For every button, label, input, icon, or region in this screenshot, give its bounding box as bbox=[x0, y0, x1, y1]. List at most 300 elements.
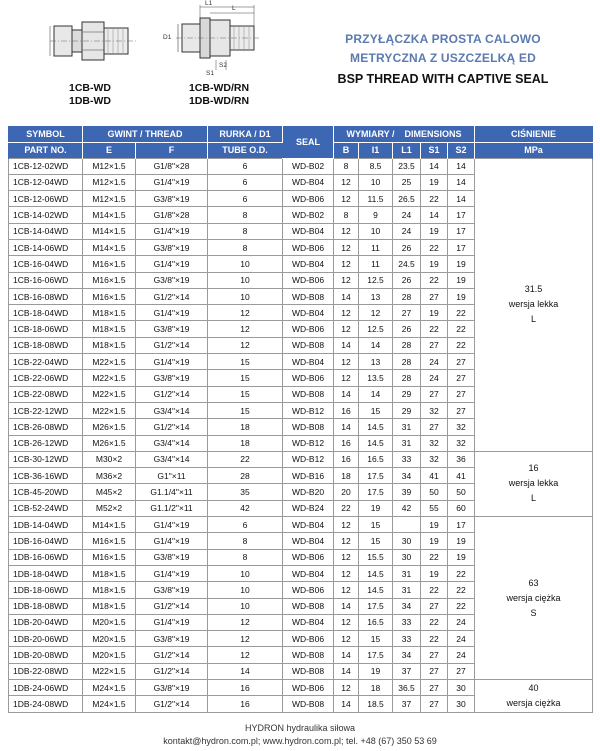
cell-thread-e: M12×1.5 bbox=[83, 158, 136, 174]
cell-dim-L1: 26 bbox=[393, 272, 421, 288]
cell-dim-L1: 23.5 bbox=[393, 158, 421, 174]
cell-thread-f: G1/4"×19 bbox=[136, 174, 208, 190]
cell-seal: WD-B04 bbox=[283, 533, 334, 549]
cell-seal: WD-B06 bbox=[283, 272, 334, 288]
cell-thread-e: M16×1.5 bbox=[83, 256, 136, 272]
cell-dim-l1: 13 bbox=[359, 354, 393, 370]
cell-dim-l1: 11 bbox=[359, 256, 393, 272]
cell-dim-s1: 19 bbox=[421, 223, 448, 239]
cell-dim-l1: 15.5 bbox=[359, 549, 393, 565]
cell-dim-s1: 27 bbox=[421, 680, 448, 696]
cell-seal: WD-B08 bbox=[283, 598, 334, 614]
cell-dim-s2: 22 bbox=[448, 321, 475, 337]
pressure-line: 31.5 bbox=[524, 284, 543, 295]
cell-dim-L1: 28 bbox=[393, 288, 421, 304]
cell-part-number: 1CB-12-02WD bbox=[9, 158, 83, 174]
cell-dim-l1: 10 bbox=[359, 174, 393, 190]
cell-tube-od: 6 bbox=[208, 191, 283, 207]
cell-dim-b: 8 bbox=[334, 158, 359, 174]
cell-part-number: 1CB-18-08WD bbox=[9, 337, 83, 353]
cell-part-number: 1DB-14-04WD bbox=[9, 517, 83, 533]
table-row bbox=[9, 680, 593, 696]
cell-thread-f: G1/4"×19 bbox=[136, 565, 208, 581]
cell-dim-L1: 30 bbox=[393, 533, 421, 549]
cell-seal: WD-B12 bbox=[283, 402, 334, 418]
footer-contact: kontakt@hydron.com.pl; www.hydron.com.pl; tel. +48 (67) 350 53 69 bbox=[163, 736, 437, 746]
cell-thread-e: M20×1.5 bbox=[83, 647, 136, 663]
cell-dim-s2: 22 bbox=[448, 565, 475, 581]
cell-dim-s2: 30 bbox=[448, 696, 475, 712]
cell-seal: WD-B06 bbox=[283, 321, 334, 337]
cell-dim-s2: 14 bbox=[448, 174, 475, 190]
cell-dim-s1: 27 bbox=[421, 288, 448, 304]
cell-dim-b: 12 bbox=[334, 565, 359, 581]
cell-part-number: 1DB-16-04WD bbox=[9, 533, 83, 549]
cell-dim-s2: 17 bbox=[448, 239, 475, 255]
header-thread: GWINT / THREAD bbox=[83, 126, 208, 142]
pressure-line: S bbox=[530, 607, 537, 618]
cell-part-number: 1CB-26-08WD bbox=[9, 419, 83, 435]
cell-tube-od: 8 bbox=[208, 549, 283, 565]
cell-seal: WD-B06 bbox=[283, 582, 334, 598]
cell-part-number: 1DB-16-06WD bbox=[9, 549, 83, 565]
dimension-l1: L1 bbox=[205, 0, 213, 7]
cell-thread-f: G1/2"×14 bbox=[136, 386, 208, 402]
cell-seal: WD-B08 bbox=[283, 647, 334, 663]
cell-dim-b: 20 bbox=[334, 484, 359, 500]
cell-dim-b: 14 bbox=[334, 337, 359, 353]
cell-dim-s2: 17 bbox=[448, 207, 475, 223]
cell-dim-l1: 9 bbox=[359, 207, 393, 223]
cell-dim-l1: 17.5 bbox=[359, 484, 393, 500]
cell-dim-s2: 24 bbox=[448, 614, 475, 630]
cell-tube-od: 18 bbox=[208, 419, 283, 435]
cell-part-number: 1DB-18-08WD bbox=[9, 598, 83, 614]
cell-dim-s1: 27 bbox=[421, 647, 448, 663]
cell-thread-f: G1/2"×14 bbox=[136, 337, 208, 353]
cell-dim-l1: 11.5 bbox=[359, 191, 393, 207]
cell-part-number: 1DB-20-04WD bbox=[9, 614, 83, 630]
cell-dim-L1: 29 bbox=[393, 386, 421, 402]
cell-dim-l1: 14.5 bbox=[359, 565, 393, 581]
cell-dim-s1: 19 bbox=[421, 533, 448, 549]
cell-dim-s1: 22 bbox=[421, 191, 448, 207]
cell-dim-l1: 14 bbox=[359, 337, 393, 353]
cell-dim-l1: 16.5 bbox=[359, 451, 393, 467]
cell-seal: WD-B04 bbox=[283, 223, 334, 239]
cell-thread-f: G3/8"×19 bbox=[136, 191, 208, 207]
cell-dim-l1: 12.5 bbox=[359, 321, 393, 337]
cell-dim-L1: 25 bbox=[393, 174, 421, 190]
cell-dim-s1: 22 bbox=[421, 549, 448, 565]
cell-thread-f: G1/4"×19 bbox=[136, 614, 208, 630]
header-mpa: MPa bbox=[475, 142, 593, 158]
cell-thread-f: G1/4"×19 bbox=[136, 517, 208, 533]
cell-part-number: 1DB-18-06WD bbox=[9, 582, 83, 598]
cell-tube-od: 12 bbox=[208, 631, 283, 647]
cell-dim-s1: 24 bbox=[421, 370, 448, 386]
cell-tube-od: 10 bbox=[208, 288, 283, 304]
cell-part-number: 1CB-30-12WD bbox=[9, 451, 83, 467]
cell-dim-b: 12 bbox=[334, 549, 359, 565]
pressure-line: wersja ciężka bbox=[506, 697, 561, 708]
cell-thread-f: G1/2"×14 bbox=[136, 598, 208, 614]
document-title bbox=[318, 30, 568, 88]
cell-dim-s2: 27 bbox=[448, 386, 475, 402]
cell-thread-f: G3/8"×19 bbox=[136, 239, 208, 255]
header-symbol: SYMBOL bbox=[9, 126, 83, 142]
cell-dim-b: 12 bbox=[334, 582, 359, 598]
pressure-line: wersja ciężka bbox=[506, 592, 561, 603]
cell-seal: WD-B06 bbox=[283, 191, 334, 207]
cell-dim-l1: 14 bbox=[359, 386, 393, 402]
cell-thread-e: M18×1.5 bbox=[83, 337, 136, 353]
cell-seal: WD-B06 bbox=[283, 631, 334, 647]
cell-dim-s2: 60 bbox=[448, 500, 475, 516]
cell-dim-b: 12 bbox=[334, 370, 359, 386]
cell-thread-e: M16×1.5 bbox=[83, 272, 136, 288]
cell-dim-s1: 14 bbox=[421, 207, 448, 223]
cell-dim-b: 12 bbox=[334, 256, 359, 272]
cell-thread-e: M12×1.5 bbox=[83, 174, 136, 190]
header-seal-label: SEAL bbox=[295, 136, 320, 147]
header-f: F bbox=[136, 142, 208, 158]
cell-seal: WD-B08 bbox=[283, 337, 334, 353]
cell-thread-e: M24×1.5 bbox=[83, 680, 136, 696]
cell-dim-s2: 22 bbox=[448, 582, 475, 598]
cell-dim-l1: 17.5 bbox=[359, 468, 393, 484]
cell-dim-L1: 34 bbox=[393, 647, 421, 663]
dimension-s2: S2 bbox=[219, 62, 227, 69]
cell-dim-b: 18 bbox=[334, 468, 359, 484]
cell-part-number: 1CB-14-04WD bbox=[9, 223, 83, 239]
cell-dim-b: 14 bbox=[334, 647, 359, 663]
header-dimensions-en: DIMENSIONS bbox=[404, 128, 462, 139]
cell-part-number: 1CB-12-04WD bbox=[9, 174, 83, 190]
cell-dim-s1: 41 bbox=[421, 468, 448, 484]
title-english: BSP THREAD WITH CAPTIVE SEAL bbox=[337, 72, 549, 86]
cell-dim-l1: 12.5 bbox=[359, 272, 393, 288]
cell-dim-L1: 31 bbox=[393, 419, 421, 435]
cell-dim-l1: 13.5 bbox=[359, 370, 393, 386]
cell-tube-od: 10 bbox=[208, 272, 283, 288]
cell-dim-L1: 30 bbox=[393, 549, 421, 565]
cell-dim-b: 12 bbox=[334, 239, 359, 255]
cell-thread-e: M16×1.5 bbox=[83, 288, 136, 304]
cell-dim-s1: 22 bbox=[421, 239, 448, 255]
cell-dim-L1: 37 bbox=[393, 696, 421, 712]
cell-tube-od: 35 bbox=[208, 484, 283, 500]
cell-part-number: 1CB-45-20WD bbox=[9, 484, 83, 500]
cell-dim-s2: 22 bbox=[448, 598, 475, 614]
cell-dim-b: 12 bbox=[334, 680, 359, 696]
cell-part-number: 1CB-22-12WD bbox=[9, 402, 83, 418]
cell-thread-f: G1"×11 bbox=[136, 468, 208, 484]
cell-dim-l1: 18.5 bbox=[359, 696, 393, 712]
cell-thread-f: G1.1/4"×11 bbox=[136, 484, 208, 500]
cell-tube-od: 15 bbox=[208, 354, 283, 370]
cell-tube-od: 10 bbox=[208, 256, 283, 272]
footer-company: HYDRON hydraulika siłowa bbox=[244, 723, 356, 733]
cell-tube-od: 14 bbox=[208, 663, 283, 679]
cell-thread-e: M16×1.5 bbox=[83, 549, 136, 565]
cell-dim-L1: 33 bbox=[393, 614, 421, 630]
cell-thread-f: G3/8"×19 bbox=[136, 582, 208, 598]
cell-seal: WD-B16 bbox=[283, 468, 334, 484]
cell-thread-e: M14×1.5 bbox=[83, 207, 136, 223]
cell-dim-s2: 27 bbox=[448, 402, 475, 418]
cell-dim-s2: 22 bbox=[448, 337, 475, 353]
cell-thread-e: M12×1.5 bbox=[83, 191, 136, 207]
cell-dim-L1: 34 bbox=[393, 598, 421, 614]
cell-dim-s2: 22 bbox=[448, 305, 475, 321]
cell-dim-L1: 31 bbox=[393, 565, 421, 581]
cell-dim-l1: 17.5 bbox=[359, 598, 393, 614]
cell-dim-b: 12 bbox=[334, 517, 359, 533]
cell-dim-s1: 50 bbox=[421, 484, 448, 500]
cell-tube-od: 15 bbox=[208, 370, 283, 386]
cell-seal: WD-B04 bbox=[283, 174, 334, 190]
pressure-line: L bbox=[531, 314, 537, 325]
cell-dim-s1: 22 bbox=[421, 631, 448, 647]
cell-thread-f: G1/4"×19 bbox=[136, 305, 208, 321]
cell-dim-s1: 27 bbox=[421, 663, 448, 679]
cell-thread-e: M30×2 bbox=[83, 451, 136, 467]
header-e: E bbox=[83, 142, 136, 158]
cell-dim-b: 22 bbox=[334, 500, 359, 516]
cell-thread-f: G3/8"×19 bbox=[136, 680, 208, 696]
header-part-no: PART NO. bbox=[9, 142, 83, 158]
cell-thread-f: G3/8"×19 bbox=[136, 272, 208, 288]
cell-dim-s1: 27 bbox=[421, 696, 448, 712]
cell-dim-b: 12 bbox=[334, 614, 359, 630]
cell-seal: WD-B24 bbox=[283, 500, 334, 516]
cell-thread-e: M22×1.5 bbox=[83, 402, 136, 418]
cell-thread-f: G3/8"×19 bbox=[136, 321, 208, 337]
cell-dim-l1: 14.5 bbox=[359, 419, 393, 435]
cell-tube-od: 8 bbox=[208, 533, 283, 549]
cell-dim-b: 14 bbox=[334, 386, 359, 402]
header-tube-od: TUBE O.D. bbox=[208, 142, 283, 158]
cell-dim-b: 14 bbox=[334, 288, 359, 304]
header-l1-small: l1 bbox=[359, 142, 393, 158]
cell-seal: WD-B08 bbox=[283, 663, 334, 679]
cell-dim-l1: 14.5 bbox=[359, 435, 393, 451]
pressure-line: 40 bbox=[528, 682, 539, 693]
cell-thread-e: M52×2 bbox=[83, 500, 136, 516]
cell-dim-l1: 15 bbox=[359, 517, 393, 533]
cell-dim-s1: 24 bbox=[421, 354, 448, 370]
cell-dim-L1: 28 bbox=[393, 354, 421, 370]
cell-thread-f: G1/2"×14 bbox=[136, 696, 208, 712]
pressure-line: L bbox=[531, 493, 537, 504]
cell-part-number: 1CB-16-08WD bbox=[9, 288, 83, 304]
cell-dim-s2: 36 bbox=[448, 451, 475, 467]
cell-dim-l1: 12 bbox=[359, 305, 393, 321]
cell-thread-f: G1/2"×14 bbox=[136, 288, 208, 304]
cell-part-number: 1CB-12-06WD bbox=[9, 191, 83, 207]
cell-dim-s2: 14 bbox=[448, 158, 475, 174]
cell-tube-od: 22 bbox=[208, 451, 283, 467]
cell-seal: WD-B08 bbox=[283, 696, 334, 712]
cell-dim-s1: 22 bbox=[421, 321, 448, 337]
cell-seal: WD-B06 bbox=[283, 370, 334, 386]
cell-tube-od: 12 bbox=[208, 305, 283, 321]
cell-thread-f: G1.1/2"×11 bbox=[136, 500, 208, 516]
cell-dim-b: 14 bbox=[334, 419, 359, 435]
cell-dim-b: 14 bbox=[334, 598, 359, 614]
cell-thread-f: G1/4"×19 bbox=[136, 256, 208, 272]
cell-part-number: 1DB-18-04WD bbox=[9, 565, 83, 581]
cell-dim-s1: 32 bbox=[421, 435, 448, 451]
cell-tube-od: 16 bbox=[208, 696, 283, 712]
table-row bbox=[9, 451, 593, 467]
cell-tube-od: 42 bbox=[208, 500, 283, 516]
cell-tube-od: 6 bbox=[208, 517, 283, 533]
cell-dim-s2: 30 bbox=[448, 680, 475, 696]
cell-thread-f: G3/4"×14 bbox=[136, 451, 208, 467]
cell-tube-od: 8 bbox=[208, 239, 283, 255]
cell-dim-s2: 27 bbox=[448, 370, 475, 386]
cell-tube-od: 10 bbox=[208, 598, 283, 614]
pressure-line: wersja lekka bbox=[508, 478, 559, 489]
cell-part-number: 1DB-24-06WD bbox=[9, 680, 83, 696]
cell-tube-od: 12 bbox=[208, 647, 283, 663]
cell-dim-L1: 28 bbox=[393, 337, 421, 353]
cell-dim-b: 16 bbox=[334, 402, 359, 418]
header-dimensions bbox=[334, 126, 475, 142]
part-label-1cb-wd: 1CB-WD bbox=[69, 82, 111, 94]
part-label-1db-wd-rn: 1DB-WD/RN bbox=[188, 95, 250, 107]
cell-dim-l1: 17.5 bbox=[359, 647, 393, 663]
cell-dim-s2: 17 bbox=[448, 517, 475, 533]
table-row bbox=[9, 158, 593, 174]
header-dimensions-pl: WYMIARY / bbox=[346, 128, 395, 139]
cell-dim-s1: 27 bbox=[421, 598, 448, 614]
cell-dim-b: 12 bbox=[334, 305, 359, 321]
cell-seal: WD-B20 bbox=[283, 484, 334, 500]
cell-dim-b: 12 bbox=[334, 321, 359, 337]
cell-tube-od: 8 bbox=[208, 223, 283, 239]
cell-thread-f: G1/4"×19 bbox=[136, 223, 208, 239]
cell-thread-f: G1/4"×19 bbox=[136, 533, 208, 549]
cell-dim-s1: 19 bbox=[421, 565, 448, 581]
cell-seal: WD-B04 bbox=[283, 517, 334, 533]
cell-seal: WD-B08 bbox=[283, 419, 334, 435]
cell-thread-f: G1/4"×19 bbox=[136, 354, 208, 370]
table-header-row-1 bbox=[9, 126, 593, 142]
cell-dim-s2: 27 bbox=[448, 354, 475, 370]
cell-dim-L1: 24.5 bbox=[393, 256, 421, 272]
cell-thread-e: M16×1.5 bbox=[83, 533, 136, 549]
cell-thread-e: M22×1.5 bbox=[83, 370, 136, 386]
cell-thread-e: M24×1.5 bbox=[83, 696, 136, 712]
cell-part-number: 1CB-22-06WD bbox=[9, 370, 83, 386]
cell-dim-s2: 50 bbox=[448, 484, 475, 500]
part-label-1db-wd: 1DB-WD bbox=[69, 95, 111, 107]
header-b: B bbox=[334, 142, 359, 158]
cell-tube-od: 12 bbox=[208, 321, 283, 337]
cell-seal: WD-B04 bbox=[283, 256, 334, 272]
cell-dim-s2: 24 bbox=[448, 631, 475, 647]
cell-dim-L1: 29 bbox=[393, 402, 421, 418]
cell-dim-l1: 10 bbox=[359, 223, 393, 239]
cell-dim-l1: 11 bbox=[359, 239, 393, 255]
cell-dim-s1: 14 bbox=[421, 158, 448, 174]
cell-dim-s2: 19 bbox=[448, 533, 475, 549]
cell-part-number: 1CB-18-04WD bbox=[9, 305, 83, 321]
cell-thread-e: M18×1.5 bbox=[83, 321, 136, 337]
cell-seal: WD-B08 bbox=[283, 386, 334, 402]
cell-part-number: 1CB-16-06WD bbox=[9, 272, 83, 288]
cell-seal: WD-B04 bbox=[283, 305, 334, 321]
cell-dim-L1: 27 bbox=[393, 305, 421, 321]
cell-dim-L1: 42 bbox=[393, 500, 421, 516]
cell-dim-l1: 15 bbox=[359, 533, 393, 549]
cell-part-number: 1DB-20-06WD bbox=[9, 631, 83, 647]
cell-dim-L1 bbox=[393, 517, 421, 533]
cell-tube-od: 6 bbox=[208, 174, 283, 190]
cell-dim-b: 12 bbox=[334, 191, 359, 207]
cell-dim-b: 8 bbox=[334, 207, 359, 223]
cell-dim-s2: 19 bbox=[448, 256, 475, 272]
cell-dim-L1: 26.5 bbox=[393, 191, 421, 207]
document-header bbox=[0, 0, 600, 120]
header-L1: L1 bbox=[393, 142, 421, 158]
cell-dim-L1: 33 bbox=[393, 451, 421, 467]
dimension-d1: D1 bbox=[163, 34, 172, 41]
cell-thread-e: M22×1.5 bbox=[83, 663, 136, 679]
cell-thread-e: M14×1.5 bbox=[83, 517, 136, 533]
cell-part-number: 1CB-14-02WD bbox=[9, 207, 83, 223]
cell-tube-od: 6 bbox=[208, 158, 283, 174]
cell-part-number: 1CB-36-16WD bbox=[9, 468, 83, 484]
cell-thread-e: M14×1.5 bbox=[83, 239, 136, 255]
pressure-group-cell bbox=[475, 680, 593, 713]
spec-table-body bbox=[9, 158, 593, 712]
footer bbox=[0, 722, 600, 748]
cell-dim-s1: 22 bbox=[421, 272, 448, 288]
pressure-group-cell bbox=[475, 451, 593, 516]
header-tube: RURKA / D1 bbox=[208, 126, 283, 142]
fitting-drawing-1cb-wd bbox=[48, 10, 140, 72]
cell-thread-e: M18×1.5 bbox=[83, 582, 136, 598]
cell-dim-s1: 27 bbox=[421, 337, 448, 353]
cell-dim-l1: 19 bbox=[359, 500, 393, 516]
cell-part-number: 1CB-16-04WD bbox=[9, 256, 83, 272]
header-pressure: CIŚNIENIE bbox=[475, 126, 593, 142]
cell-dim-s1: 19 bbox=[421, 256, 448, 272]
cell-dim-l1: 14.5 bbox=[359, 582, 393, 598]
cell-tube-od: 18 bbox=[208, 435, 283, 451]
dimension-l: L bbox=[232, 5, 236, 12]
cell-dim-s1: 22 bbox=[421, 582, 448, 598]
cell-thread-f: G3/4"×14 bbox=[136, 435, 208, 451]
title-polish-line2: METRYCZNA Z USZCZELKĄ ED bbox=[350, 51, 536, 65]
cell-thread-e: M20×1.5 bbox=[83, 631, 136, 647]
cell-dim-L1: 39 bbox=[393, 484, 421, 500]
cell-dim-s2: 17 bbox=[448, 223, 475, 239]
cell-dim-L1: 36.5 bbox=[393, 680, 421, 696]
cell-thread-e: M22×1.5 bbox=[83, 386, 136, 402]
cell-part-number: 1CB-52-24WD bbox=[9, 500, 83, 516]
cell-dim-b: 14 bbox=[334, 663, 359, 679]
cell-dim-s2: 19 bbox=[448, 288, 475, 304]
cell-part-number: 1CB-22-04WD bbox=[9, 354, 83, 370]
cell-tube-od: 28 bbox=[208, 468, 283, 484]
cell-dim-b: 12 bbox=[334, 533, 359, 549]
cell-thread-f: G3/8"×19 bbox=[136, 549, 208, 565]
